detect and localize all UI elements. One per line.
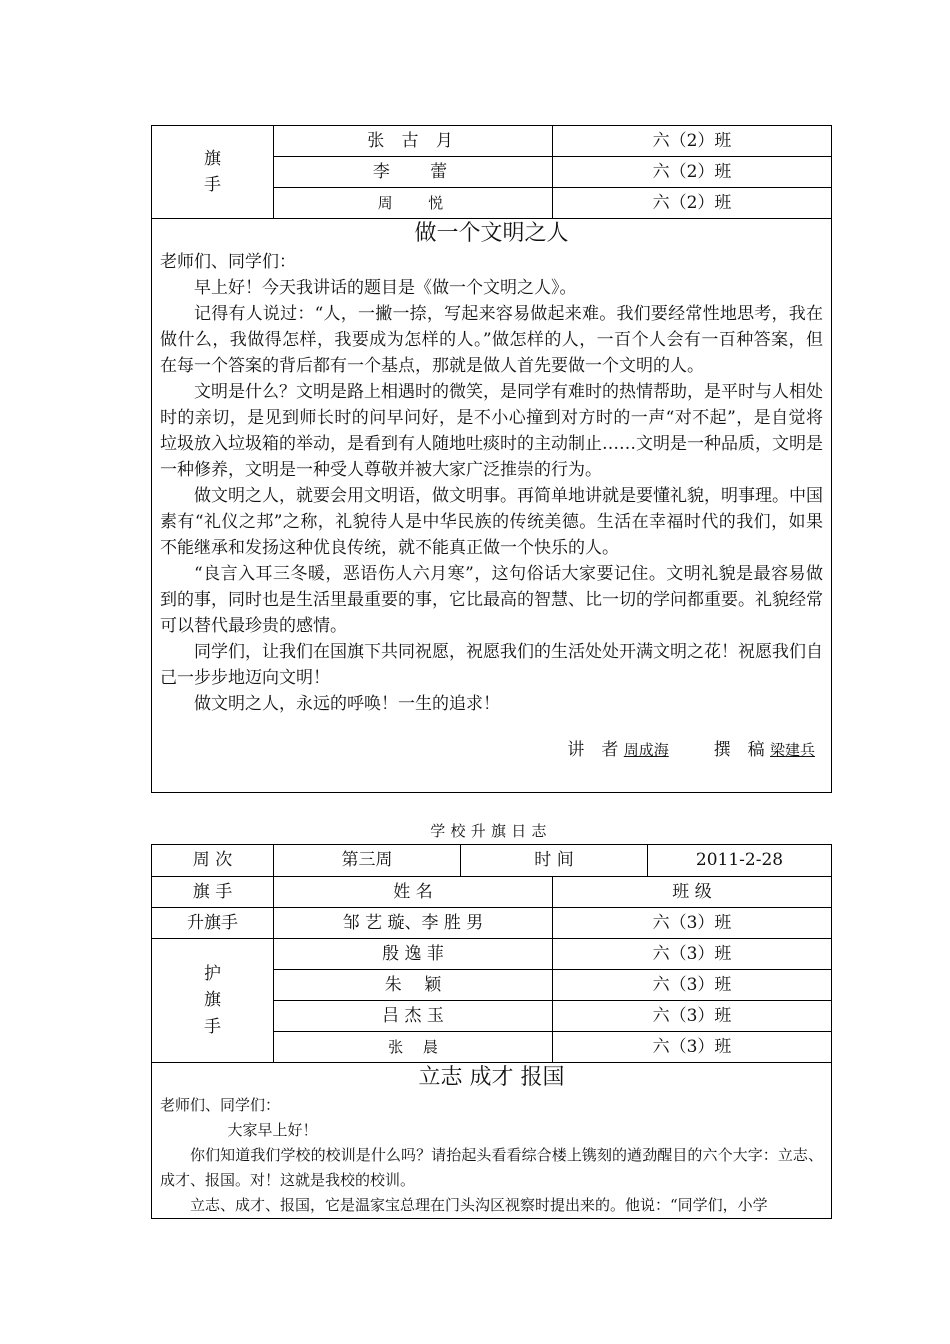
- bearer-class-cell: [553, 188, 832, 219]
- guard-name-cell: [274, 970, 553, 1001]
- speech-title-2: 立志 成才 报国: [418, 1065, 565, 1090]
- raiser-names-cell: [274, 908, 553, 939]
- guard-label-cell: [152, 939, 274, 1063]
- guard-name: 吕 杰 玉: [382, 1005, 444, 1026]
- log-caption: 学校升旗日志: [430, 822, 552, 840]
- guard-name: 殷 逸 菲: [382, 943, 444, 964]
- name-header: 姓 名: [393, 881, 433, 902]
- raiser-class: 六（3）班: [652, 912, 732, 933]
- name-header-cell: [274, 877, 553, 908]
- guard-class: 六（3）班: [652, 1005, 732, 1026]
- speaker-label: 讲 者: [567, 740, 619, 760]
- speech-paragraph: 同学们，让我们在国旗下共同祝愿，祝愿我们的生活处处开满文明之花！祝愿我们自己一步步地迈向文明！: [160, 642, 823, 688]
- speaker-name: 周成海: [623, 741, 669, 759]
- speech-paragraph: “良言入耳三冬暖，恶语伤人六月寒”，这句俗话大家要记住。文明礼貌是最容易做到的事，同时也是生活里最重要的事，它比最高的智慧、比一切的学问都重要。礼貌经常可以替代最珍贵的感情。: [160, 564, 823, 636]
- speech-paragraph-2: 立志、成才、报国，它是温家宝总理在门头沟区视察时提出来的。他说：“同学们，小学: [190, 1196, 768, 1214]
- guard-name: 张 晨: [388, 1037, 438, 1056]
- flag-label-cell: [152, 877, 274, 908]
- bearer-class-cell: [553, 126, 832, 157]
- week-label: 周 次: [192, 850, 233, 871]
- bearer-name: 周 悦: [377, 193, 449, 212]
- guard-class: 六（3）班: [652, 974, 732, 995]
- speech-paragraph: 记得有人说过：“人，一撇一捺，写起来容易做起来难。我们要经常性地思考，我在做什么，我做得怎样，我要成为怎样的人。”做怎样的人，一百个人会有一百种答案，但在每一个答案的背后都有一个基点，那就是做人首先要做一个文明的人。: [160, 304, 823, 376]
- flag-bearer-label: [152, 126, 274, 219]
- time-value: 2011-2-28: [695, 850, 784, 871]
- guard-name-cell: [274, 939, 553, 970]
- bearer-class: 六（2）班: [652, 130, 732, 151]
- class-header: 班 级: [672, 881, 712, 902]
- flag-label: 旗 手: [192, 881, 233, 902]
- flag-duty-table-1: [151, 125, 832, 793]
- guard-class-cell: [553, 1001, 832, 1032]
- class-header-cell: [553, 877, 832, 908]
- writer-label: 撰 稿: [713, 740, 765, 760]
- flag-bearer-label-text: 旗 手: [204, 148, 221, 195]
- week-value: 第三周: [341, 850, 393, 871]
- speech-signature: [160, 739, 823, 761]
- guard-class: 六（3）班: [652, 943, 732, 964]
- week-label-cell: [152, 845, 274, 877]
- bearer-name-cell: [274, 157, 553, 188]
- time-cell: [461, 845, 832, 877]
- bearer-class: 六（2）班: [652, 161, 732, 182]
- guard-name-cell: [274, 1001, 553, 1032]
- bearer-class-cell: [553, 157, 832, 188]
- bearer-name: 张 古 月: [367, 130, 459, 151]
- raiser-label-cell: [152, 908, 274, 939]
- week-value-cell: [274, 845, 461, 877]
- flag-duty-table-2: [151, 844, 832, 1219]
- bearer-name: 李 蕾: [372, 161, 454, 182]
- guard-name-cell: [274, 1032, 553, 1063]
- guard-name: 朱 颖: [384, 974, 442, 995]
- speech-paragraph: 早上好！今天我讲话的题目是《做一个文明之人》。: [194, 278, 577, 298]
- guard-class-cell: [553, 939, 832, 970]
- time-value-cell: [648, 845, 831, 876]
- speech-greeting: 老师们、同学们：: [160, 252, 296, 272]
- guard-label: 护 旗 手: [204, 963, 221, 1037]
- speech-paragraph-2: 大家早上好！: [227, 1121, 318, 1139]
- speech-paragraph-2: 你们知道我们学校的校训是什么吗？请抬起头看看综合楼上镌刻的遒劲醒目的六个大字：立志、成才、报国。对！这就是我校的校训。: [160, 1146, 824, 1189]
- raiser-label: 升旗手: [187, 912, 238, 933]
- time-label: 时 间: [534, 850, 574, 871]
- bearer-name-cell: [274, 188, 553, 219]
- time-row: [461, 845, 831, 876]
- time-label-cell: [461, 845, 648, 876]
- guard-class-cell: [553, 970, 832, 1001]
- bearer-name-cell: [274, 126, 553, 157]
- speech-greeting-2: 老师们、同学们：: [160, 1096, 281, 1114]
- raiser-class-cell: [553, 908, 832, 939]
- speech-paragraph: 文明是什么？文明是路上相遇时的微笑，是同学有难时的热情帮助，是平时与人相处时的亲切，是见到师长时的问早问好，是不小心撞到对方时的一声“对不起”，是自觉将垃圾放入垃圾箱的举动，是看到有人随地吐痰时的主动制止……文明是一种品质，文明是一种修养，文明是一种受人尊敬并被大家广泛推崇的行为。: [160, 382, 823, 480]
- speech-paragraph: 做文明之人，就要会用文明语，做文明事。再简单地讲就是要懂礼貌，明事理。中国素有“礼仪之邦”之称，礼貌待人是中华民族的传统美德。生活在幸福时代的我们，如果不能继承和发扬这种优良传统，就不能真正做一个快乐的人。: [160, 486, 823, 558]
- speech-title: 做一个文明之人: [414, 221, 569, 246]
- writer-name: 梁建兵: [769, 741, 815, 759]
- guard-class-cell: [553, 1032, 832, 1063]
- bearer-class: 六（2）班: [652, 192, 732, 213]
- guard-class: 六（3）班: [652, 1036, 732, 1057]
- speech-cell: [152, 219, 832, 793]
- speech-cell-2: [152, 1063, 832, 1219]
- speech-paragraph: 做文明之人，永远的呼唤！一生的追求！: [194, 694, 500, 714]
- raiser-names: 邹 艺 璇、李 胜 男: [342, 912, 484, 933]
